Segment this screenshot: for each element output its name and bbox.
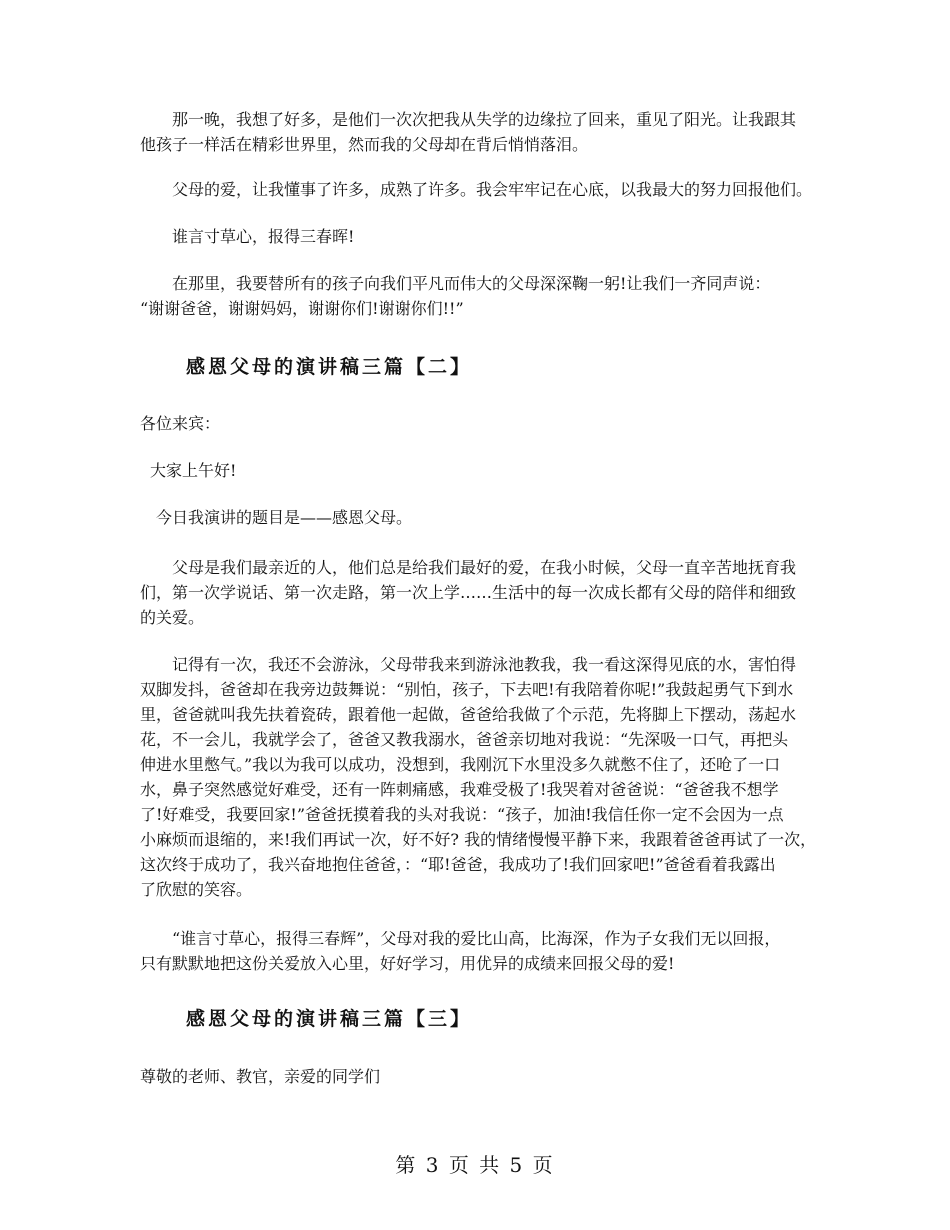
paragraph-line: “谢谢爸爸，谢谢妈妈，谢谢你们!谢谢你们!!” [140, 299, 464, 318]
paragraph-line: 父母是我们最亲近的人，他们总是给我们最好的爱，在我小时候，父母一直辛苦地抚育我 [172, 558, 797, 577]
paragraph-line: 了!好难受，我要回家!”爸爸抚摸着我的头对我说：“孩子，加油!我信任你一定不会因为一点 [140, 805, 784, 824]
salutation: 尊敬的老师、教官，亲爱的同学们 [140, 1067, 381, 1086]
paragraph-line: 在那里，我要替所有的孩子向我们平凡而伟大的父母深深鞠一躬!让我们一齐同声说： [172, 274, 771, 293]
paragraph-line: 双脚发抖，爸爸却在我旁边鼓舞说：“别怕，孩子，下去吧!有我陪着你呢!”我鼓起勇气下到水 [140, 680, 794, 699]
paragraph-line: 父母的爱，让我懂事了许多，成熟了许多。我会牢牢记在心底，以我最大的努力回报他们。 [172, 180, 813, 199]
page-number: 第 3 页 共 5 页 [395, 1153, 555, 1177]
paragraph-line: 小麻烦而退缩的，来!我们再试一次，好不好? 我的情绪慢慢平静下来，我跟着爸爸再试了一次， [140, 830, 817, 849]
paragraph-line: 只有默默地把这份关爱放入心里，好好学习，用优异的成绩来回报父母的爱! [140, 954, 675, 973]
paragraph-line: 们，第一次学说话、第一次走路，第一次上学……生活中的每一次成长都有父母的陪伴和细致 [140, 583, 797, 602]
section-heading: 感恩父母的演讲稿三篇【二】 [186, 356, 473, 378]
paragraph-line: 的关爱。 [140, 608, 205, 627]
paragraph-line: 谁言寸草心，报得三春晖! [172, 227, 355, 246]
paragraph-line: 这次终于成功了，我兴奋地抱住爸爸，：“耶!爸爸，我成功了!我们回家吧!”爸爸看着我露出 [140, 855, 776, 874]
paragraph-line: 他孩子一样活在精彩世界里，然而我的父母却在背后悄悄落泪。 [140, 135, 589, 154]
section-heading: 感恩父母的演讲稿三篇【三】 [186, 1008, 473, 1030]
paragraph-line: 花，不一会儿，我就学会了，爸爸又教我溺水，爸爸亲切地对我说：“先深吸一口气，再把头 [140, 730, 789, 749]
paragraph-line: 那一晚，我想了好多，是他们一次次把我从失学的边缘拉了回来，重见了阳光。让我跟其 [172, 110, 797, 129]
paragraph-line: 伸进水里憋气。”我以为我可以成功，没想到，我刚沉下水里没多久就憋不住了，还呛了一口 [140, 755, 781, 774]
paragraph-line: 记得有一次，我还不会游泳，父母带我来到游泳池教我，我一看这深得见底的水，害怕得 [172, 655, 797, 674]
paragraph-line: 里，爸爸就叫我先扶着瓷砖，跟着他一起做，爸爸给我做了个示范，先将脚上下摆动，荡起水 [140, 705, 797, 724]
greeting: 大家上午好! [150, 461, 237, 480]
topic-line: 今日我演讲的题目是——感恩父母。 [156, 508, 413, 527]
salutation: 各位来宾： [140, 414, 221, 433]
paragraph-line: “谁言寸草心，报得三春辉”，父母对我的爱比山高，比海深，作为子女我们无以回报， [172, 929, 781, 948]
paragraph-line: 了欣慰的笑容。 [140, 880, 253, 899]
paragraph-line: 水，鼻子突然感觉好难受，还有一阵刺痛感，我难受极了!我哭着对爸爸说：“爸爸我不想学 [140, 780, 779, 799]
